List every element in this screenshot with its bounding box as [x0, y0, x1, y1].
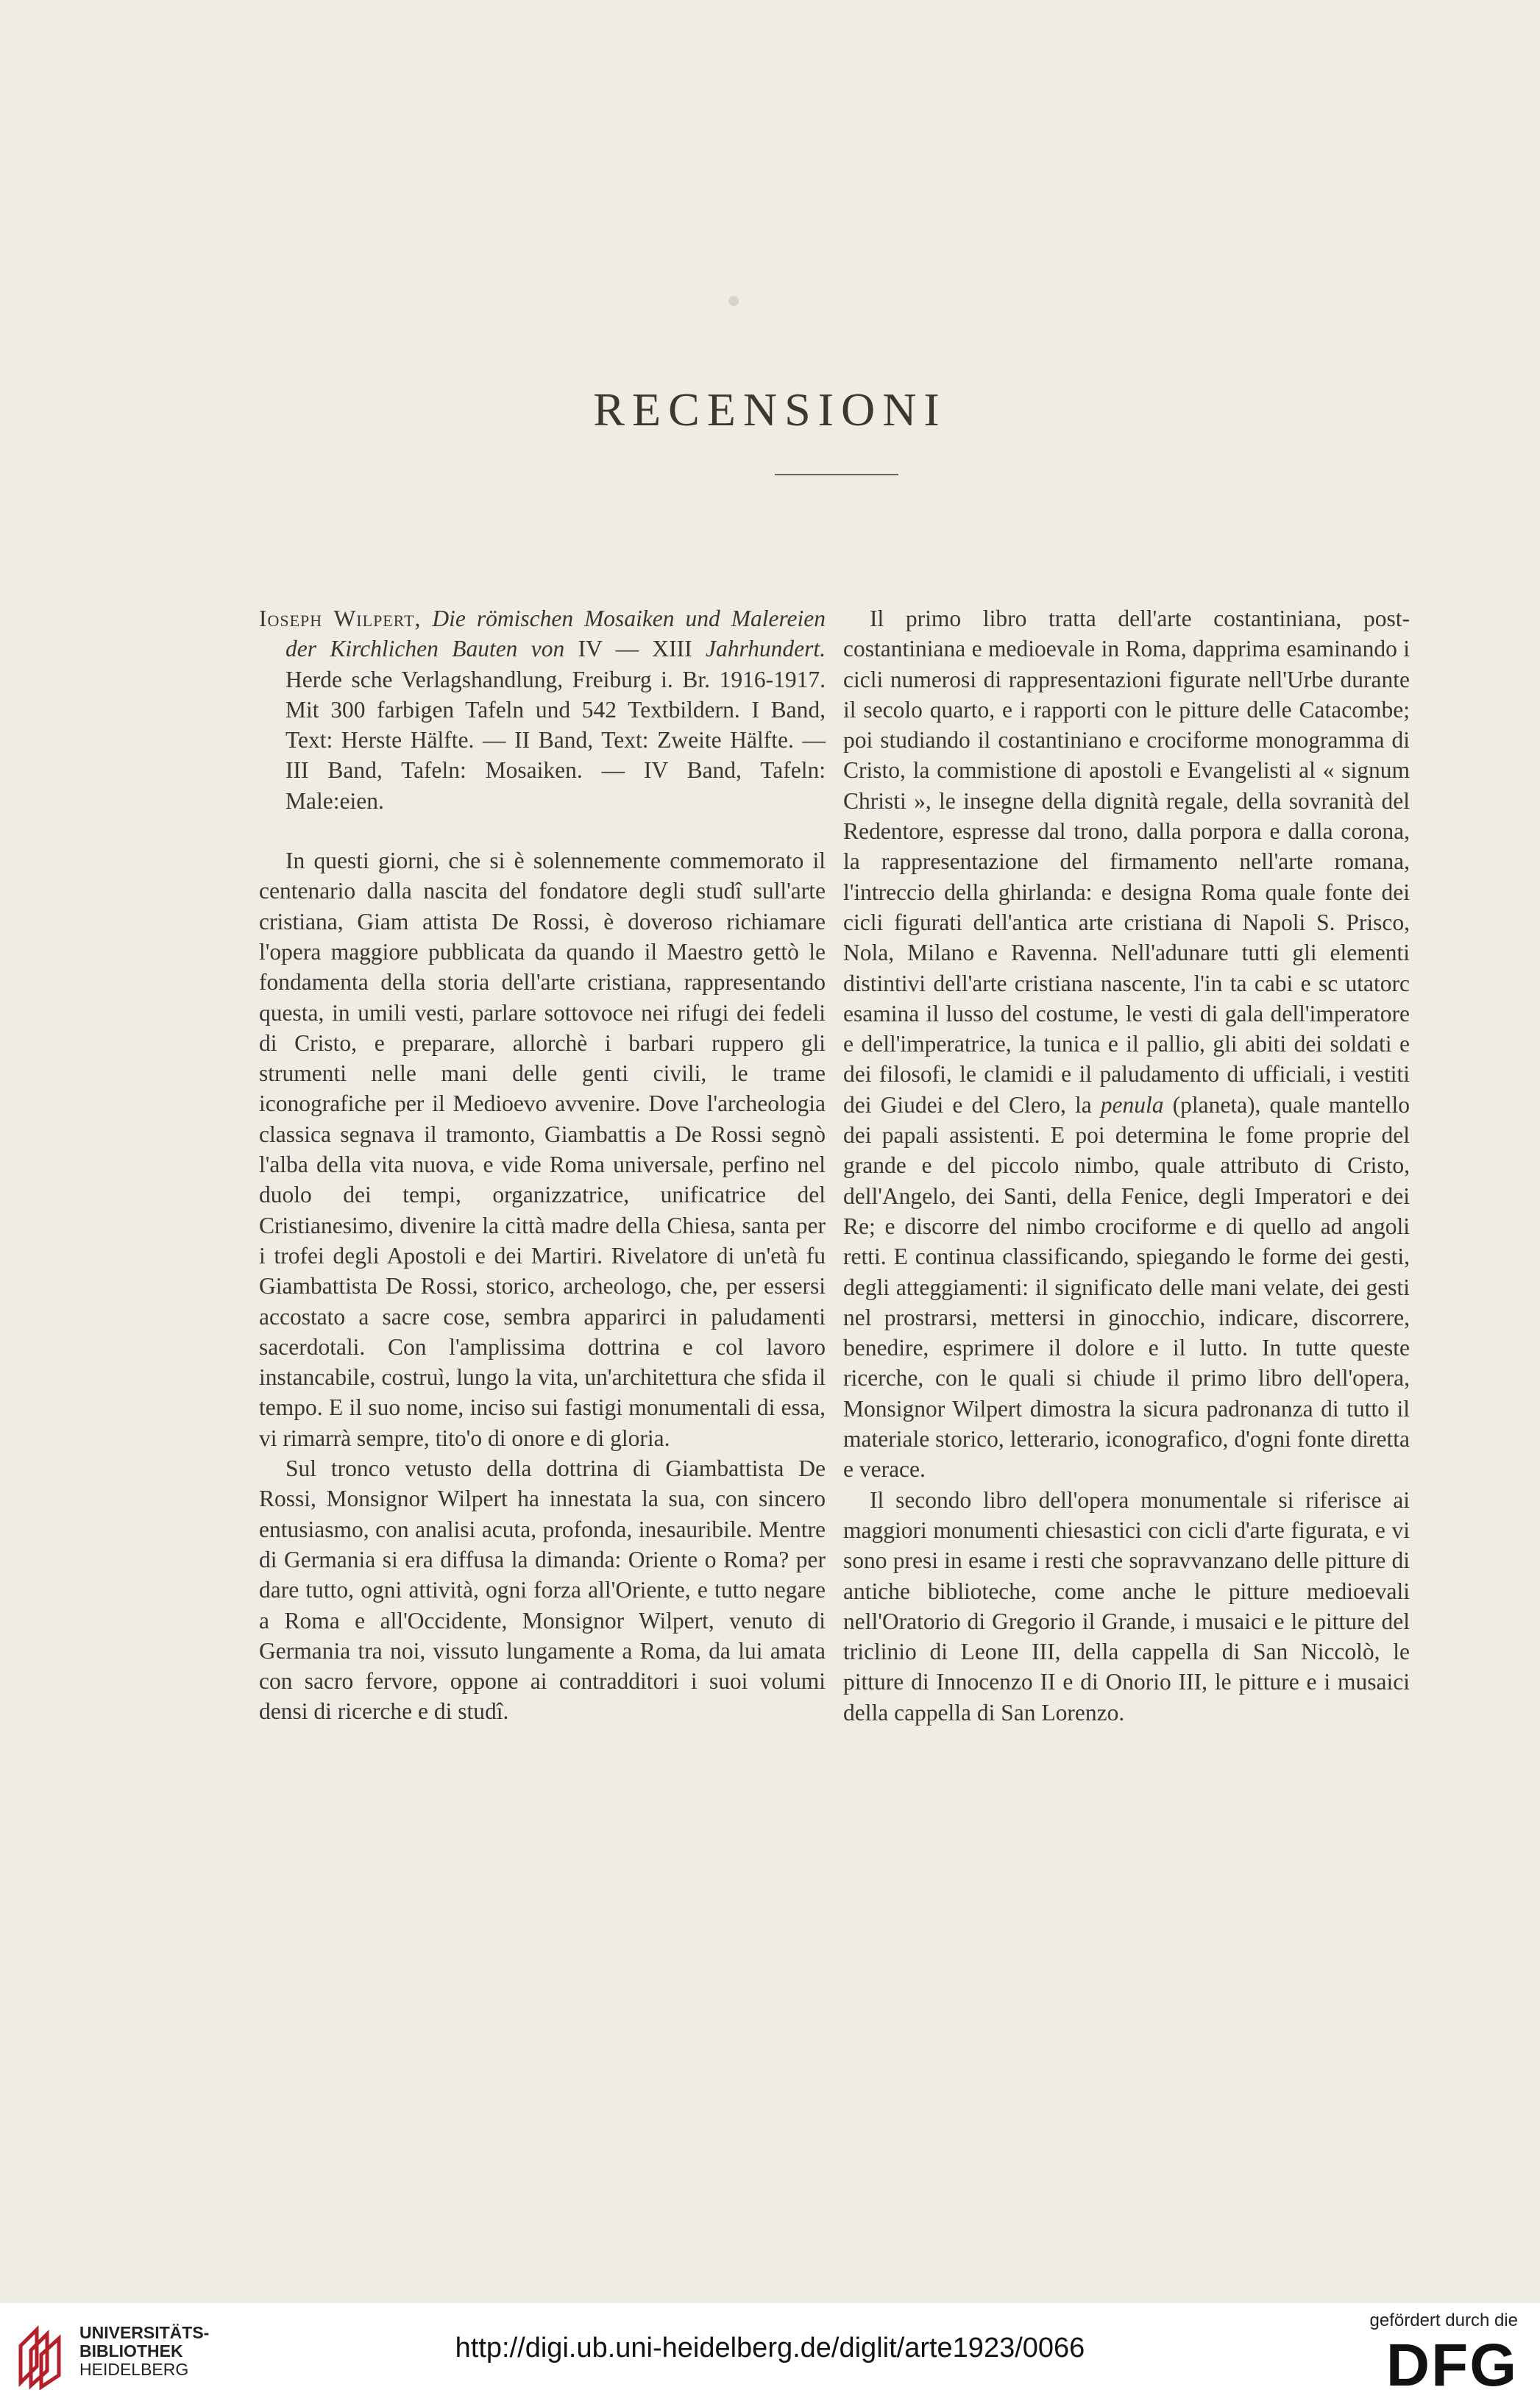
right-p1-em: penula: [1100, 1091, 1164, 1118]
ref-title-2: Jahrhundert.: [706, 636, 826, 662]
left-column: [259, 603, 826, 1727]
page-title: RECENSIONI: [593, 383, 947, 436]
ref-rest: Herde sche Verlagshandlung, Freiburg i. Br. 1916-1917. Mit 300 farbigen Tafeln und 542 Textbildern. I Band, Text: Herste Hälfte. — II Band, Text: Zweite Hälfte. — III Band, Tafeln: Mosaiken. — IV Band, Tafeln: Male:eien.: [285, 666, 826, 814]
library-line-1: UNIVERSITÄTS-: [79, 2323, 210, 2342]
ref-title-tail: IV — XIII: [578, 636, 692, 662]
right-column: [843, 603, 1410, 1728]
right-paragraph-2: Il secondo libro dell'opera monumentale si riferisce ai maggiori monumenti chiesastici con cicli d'arte figurata, e vi sono presi in esame i resti che sopravvanzano delle pitture di antiche biblioteche, come anche le pitture medioevali nell'Oratorio di Gregorio il Grande, i musaici e le pitture del triclinio di Leone III, della cappella di San Niccolò, le pitture di Innocenzo II e di Onorio III, le pitture e i musaici della cappella di San Lorenzo.: [843, 1486, 1410, 1726]
bibliographic-reference: [259, 603, 826, 816]
page-speck: [728, 296, 739, 306]
library-line-2: BIBLIOTHEK: [79, 2341, 183, 2361]
title-divider: [775, 474, 898, 475]
dfg-logo: DFG: [1385, 2332, 1518, 2399]
ref-author: Ioseph Wilpert,: [259, 606, 422, 631]
library-line-3: HEIDELBERG: [79, 2360, 189, 2379]
left-paragraph-2: Sul tronco vetusto della dottrina di Giambattista De Rossi, Monsignor Wilpert ha innestata la sua, con sincero entusiasmo, con analisi acuta, profonda, inesauribile. Mentre di Germania si era diffusa la dimanda: Oriente o Roma? per dare tutto, ogni attività, ogni forza all'Oriente, e tutto negare a Roma e all'Occidente, Monsignor Wilpert, venuto di Germania tra noi, vissuto lungamente a Roma, da lui amata con sacro fervore, oppone ai contradditori i suoi volumi densi di ricerche e di studî.: [259, 1455, 826, 1725]
right-p1-end: (planeta), quale mantello dei papali assistenti. E poi determina le fome proprie del grande e del piccolo nimbo, quale attributo di Cristo, dell'Angelo, dei Santi, della Fenice, degli Imperatori e dei Re; e discorre del nimbo crociforme e di quello ad angoli retti. E continua classificando, spiegando le forme dei gesti, degli atteggiamenti: il significato delle mani velate, dei gesti nel prostrarsi, mettersi in ginocchio, indicare, discorrere, benedire, esprimere il dolore e il lutto. In tutte queste ricerche, con le quali si chiude il primo libro dell'opera, Monsignor Wilpert dimostra la sicura padronanza di tutto il materiale storico, letterario, iconografico, d'ogni fonte diretta e verace.: [843, 1091, 1411, 1483]
right-p1-start: Il primo libro tratta dell'arte costantiniana, post-costantiniana e medioevale in Roma, dapprima esaminando i cicli numerosi di rappresentazioni figurate nell'Urbe durante il secolo quarto, e i rapporti con le pitture delle Catacombe; poi studiando il costantiniano e crociforme monogramma di Cristo, la commistione di apostoli e Evangelisti al « signum Christi », le insegne della dignità regale, della sovranità del Redentore, espresse dal trono, dalla porpora e dalla corona, la rappresentazione del firmamento nell'arte romana, l'intreccio della ghirlanda: e designa Roma quale fonte dei cicli figurati dell'antica arte cristiana di Napoli S. Prisco, Nola, Milano e Ravenna. Nell'adunare tutti gli elementi distintivi dell'arte cristiana nascente, l'in ta cabi e sc utatorc esamina il lusso del costume, le vesti di gala dell'imperatore e dell'imperatrice, la tunica e il pallio, gli abiti dei soldati e dei filosofi, le clamidi e il paludamento di ufficiali, i vestiti dei Giudei e del Clero, la: [843, 606, 1410, 1118]
ref-title: Die römischen Mosaiken und Malereien der Kirchlichen Bauten von: [285, 606, 826, 662]
source-url-link[interactable]: http://digi.ub.uni-heidelberg.de/diglit/arte1923/0066: [455, 2333, 1085, 2363]
right-paragraph-1: [843, 603, 1410, 1485]
funded-by-label: gefördert durch die: [1369, 2310, 1518, 2330]
left-paragraph-1: In questi giorni, che si è solennemente commemorato il centenario dalla nascita del fondatore degli studî sull'arte cristiana, Giam attista De Rossi, è doveroso richiamare l'opera maggiore pubblicata da quando il Maestro gettò le fondamenta della storia dell'arte cristiana, rappresentando questa, in umili vesti, parlare sottovoce nei rifugi dei fedeli di Cristo, e preparare, allorchè i barbari ruppero gli strumenti nelle mani delle genti civili, le trame iconografiche per il Medioevo avvenire. Dove l'archeologia classica segnava il tramonto, Giambattis a De Rossi segnò l'alba della vita nuova, e vide Roma universale, perfino nel duolo dei tempi, organizzatrice, unificatrice del Cristianesimo, divenire la città madre della Chiesa, santa per i trofei degli Apostoli e dei Martiri. Rivelatore di un'età fu Giambattista De Rossi, storico, archeologo, che, per essersi accostato a sacre cose, sembra apparirci in paludamenti sacerdotali. Con l'amplissima dottrina e col lavoro instancabile, costruì, lungo la vita, un'architettura che sfida il tempo. E il suo nome, inciso sui fastigi monumentali di essa, vi rimarrà sempre, tito'o di onore e di gloria.: [259, 848, 826, 1451]
